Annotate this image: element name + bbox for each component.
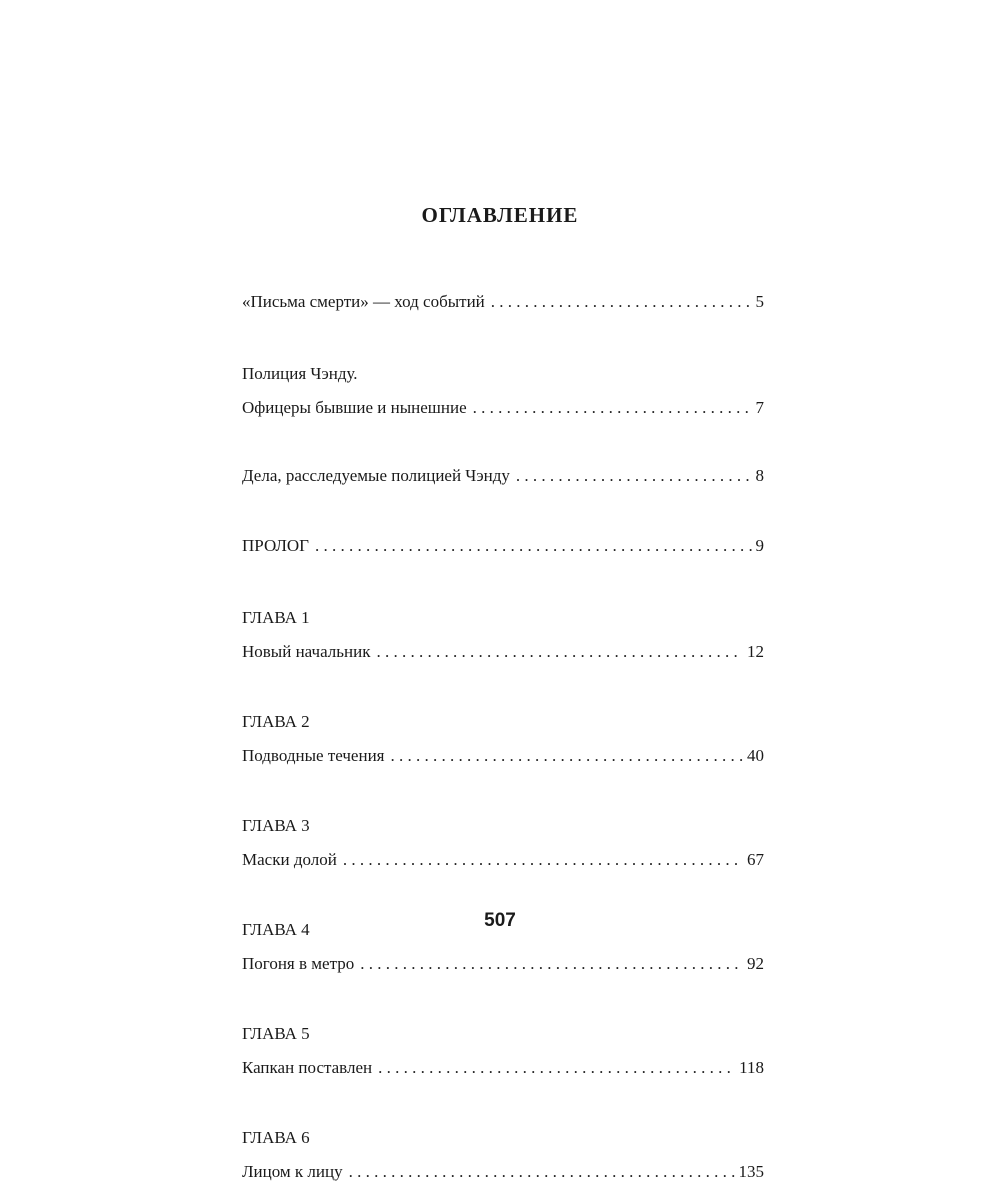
toc-entry-page: 135: [738, 1162, 764, 1181]
toc-entry-page: 67: [747, 850, 764, 869]
toc-entry-page: 12: [747, 642, 764, 661]
toc-entry: [242, 600, 764, 668]
dot-leader: [343, 844, 743, 876]
toc-entry-line: [242, 844, 764, 876]
toc-entry-line: [242, 460, 764, 492]
toc-entry-line: [242, 392, 764, 424]
toc-entry: [242, 1120, 764, 1188]
toc-entry-title: Дела, расследуемые полицией Чэнду: [242, 466, 510, 485]
dot-leader: [491, 286, 752, 318]
toc-entry-title: Погоня в метро: [242, 954, 355, 973]
toc-entry-line: [242, 286, 764, 318]
toc-entry-title: Лицом к лицу: [242, 1162, 343, 1181]
toc-entry-page: 5: [755, 292, 764, 311]
toc-entry-page: 40: [747, 746, 764, 765]
toc-entry-heading: Полиция Чэнду.: [242, 364, 358, 383]
toc-entry: [242, 704, 764, 772]
toc-entry-title: Подводные течения: [242, 746, 385, 765]
toc-entry: [242, 808, 764, 876]
dot-leader: [360, 948, 743, 980]
toc-entry-heading: ГЛАВА 6: [242, 1128, 310, 1147]
toc-entry-page: 7: [755, 398, 764, 417]
toc-entry-heading: ГЛАВА 5: [242, 1024, 310, 1043]
toc-entry-title: ПРОЛОГ: [242, 536, 310, 555]
dot-leader: [516, 460, 752, 492]
toc-entry-line: [242, 1052, 764, 1084]
page-number: 507: [484, 910, 516, 931]
toc-entry-line: [242, 636, 764, 668]
toc-entry-title: Капкан поставлен: [242, 1058, 373, 1077]
toc-entry-page: 92: [747, 954, 764, 973]
toc-entry-heading: ГЛАВА 4: [242, 920, 310, 939]
dot-leader: [473, 392, 752, 424]
toc-entry-title: «Письма смерти» — ход событий: [242, 292, 485, 311]
toc-entry-heading: ГЛАВА 3: [242, 816, 310, 835]
toc-entry: [242, 1016, 764, 1084]
dot-leader: [378, 1052, 735, 1084]
toc-entry-line: [242, 1156, 764, 1188]
toc-entry-line: [242, 948, 764, 980]
toc-entry-heading: ГЛАВА 2: [242, 712, 310, 731]
toc-entry-page: 8: [755, 466, 764, 485]
dot-leader: [315, 530, 751, 562]
toc-entry-line: [242, 530, 764, 562]
toc-entry: [242, 460, 764, 492]
toc-entry-title: Новый начальник: [242, 642, 371, 661]
toc-entry-page: 9: [755, 536, 764, 555]
toc-entry-heading: ГЛАВА 1: [242, 608, 310, 627]
toc-entry-title: Офицеры бывшие и нынешние: [242, 398, 467, 417]
dot-leader: [390, 740, 743, 772]
dot-leader: [376, 636, 743, 668]
table-of-contents: [242, 286, 764, 1188]
toc-title: ОГЛАВЛЕНИЕ: [421, 203, 579, 227]
toc-entry-line: [242, 740, 764, 772]
toc-entry-page: 118: [739, 1058, 764, 1077]
toc-entry: [242, 530, 764, 562]
toc-entry-title: Маски долой: [242, 850, 337, 869]
toc-entry: [242, 356, 764, 424]
toc-entry: [242, 286, 764, 318]
dot-leader: [349, 1156, 735, 1188]
